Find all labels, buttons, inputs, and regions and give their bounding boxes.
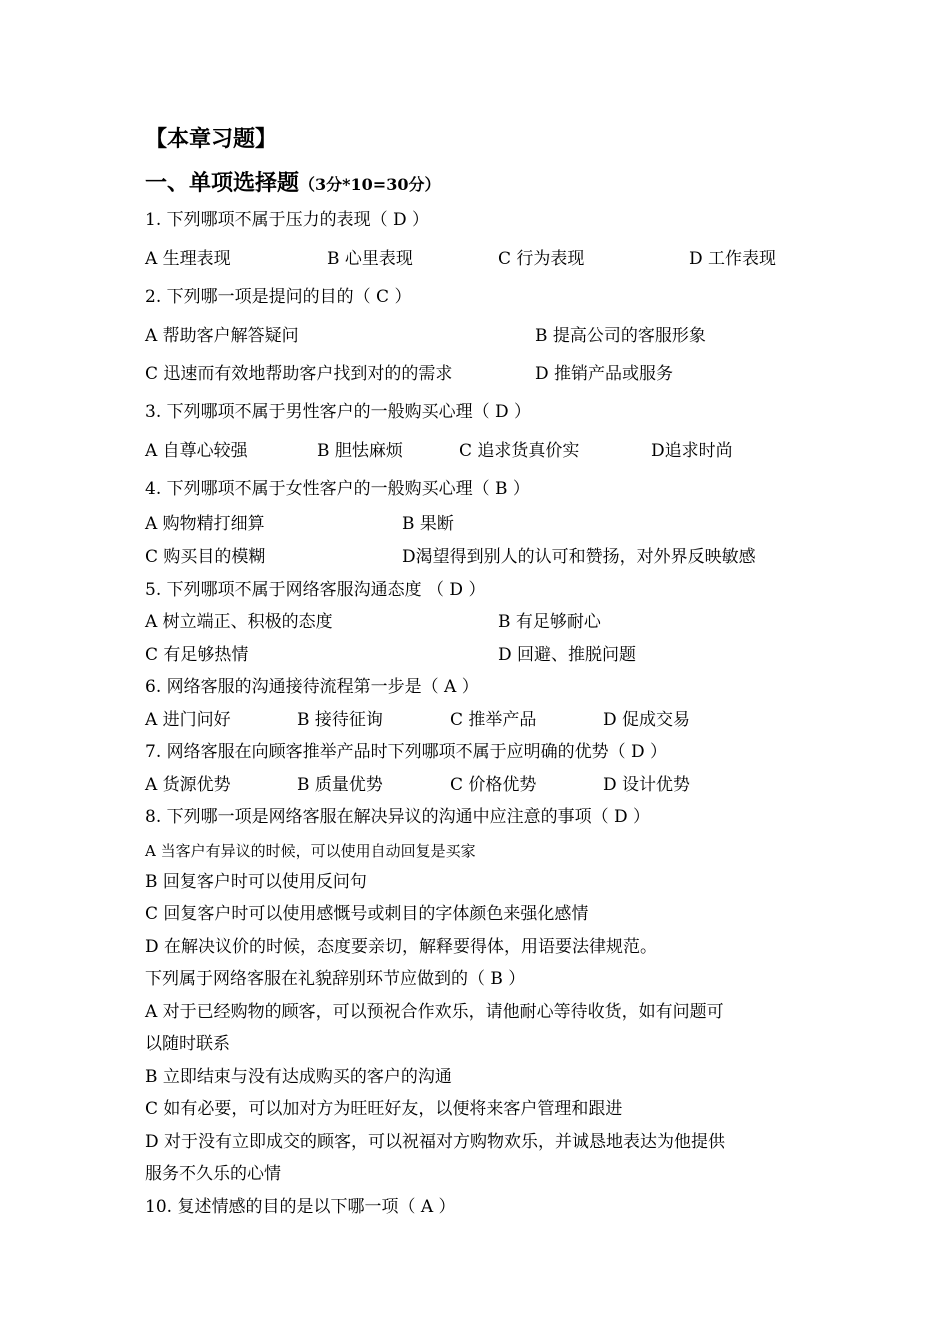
- option-d: D 工作表现: [689, 249, 777, 269]
- question-8-option-c: C 回复客户时可以使用感慨号或刺目的字体颜色来强化感情: [145, 904, 589, 924]
- option-c: C 购买目的模糊: [145, 547, 266, 567]
- question-9-stem: 下列属于网络客服在礼貌辞别环节应做到的（ B ）: [145, 969, 526, 989]
- option-b: B 胆怯麻烦: [317, 441, 403, 461]
- question-10-stem: 10. 复述情感的目的是以下哪一项（ A ）: [145, 1197, 456, 1217]
- section-heading-text: 一、单项选择题: [145, 170, 300, 196]
- option-d: D追求时尚: [651, 441, 733, 461]
- chapter-title: 【本章习题】: [145, 126, 278, 152]
- question-9-option-d-line1: D 对于没有立即成交的顾客，可以祝福对方购物欢乐，并诚恳地表达为他提供: [145, 1132, 726, 1152]
- option-c: C 行为表现: [498, 249, 585, 269]
- option-c: C 有足够热情: [145, 645, 249, 665]
- question-5-stem: 5. 下列哪项不属于网络客服沟通态度 （ D ）: [145, 580, 486, 600]
- option-a: A 树立端正、积极的态度: [145, 612, 333, 632]
- question-8-option-a: A 当客户有异议的时候，可以使用自动回复是买家: [145, 842, 476, 860]
- option-a: A 生理表现: [145, 249, 231, 269]
- option-a: A 帮助客户解答疑问: [145, 326, 299, 346]
- question-9-option-d-line2: 服务不久乐的心情: [145, 1164, 281, 1184]
- section-score-note: （3分*10=30分）: [299, 175, 441, 194]
- question-9-option-c: C 如有必要，可以加对方为旺旺好友，以便将来客户管理和跟进: [145, 1099, 623, 1119]
- question-8-stem: 8. 下列哪一项是网络客服在解决异议的沟通中应注意的事项（ D ）: [145, 807, 651, 827]
- section-heading: [145, 166, 440, 197]
- question-3-stem: 3. 下列哪项不属于男性客户的一般购买心理（ D ）: [145, 402, 532, 422]
- option-d: D 推销产品或服务: [535, 364, 674, 384]
- option-d: D 回避、推脱问题: [498, 645, 637, 665]
- question-8-option-d: D 在解决议价的时候，态度要亲切，解释要得体，用语要法律规范。: [145, 937, 658, 957]
- question-9-option-a-line2: 以随时联系: [145, 1034, 230, 1054]
- option-c: C 迅速而有效地帮助客户找到对的的需求: [145, 364, 453, 384]
- option-b: B 有足够耐心: [498, 612, 601, 632]
- option-b: B 提高公司的客服形象: [535, 326, 706, 346]
- option-a: A 购物精打细算: [145, 514, 265, 534]
- question-6-stem: 6. 网络客服的沟通接待流程第一步是（ A ）: [145, 677, 479, 697]
- option-c: C 推举产品: [450, 710, 537, 730]
- question-1-stem: 1. 下列哪项不属于压力的表现（ D ）: [145, 210, 430, 230]
- option-c: C 追求货真价实: [459, 441, 580, 461]
- question-9-option-b: B 立即结束与没有达成购买的客户的沟通: [145, 1067, 452, 1087]
- question-8-option-b: B 回复客户时可以使用反问句: [145, 872, 367, 892]
- option-b: B 质量优势: [297, 775, 383, 795]
- option-b: B 果断: [402, 514, 454, 534]
- question-7-stem: 7. 网络客服在向顾客推举产品时下列哪项不属于应明确的优势（ D ）: [145, 742, 668, 762]
- question-4-stem: 4. 下列哪项不属于女性客户的一般购买心理（ B ）: [145, 479, 530, 499]
- option-d: D渴望得到别人的认可和赞扬，对外界反映敏感: [402, 547, 756, 567]
- option-a: A 自尊心较强: [145, 441, 248, 461]
- question-9-option-a-line1: A 对于已经购物的顾客，可以预祝合作欢乐，请他耐心等待收货，如有问题可: [145, 1002, 724, 1022]
- option-a: A 货源优势: [145, 775, 231, 795]
- option-b: B 心里表现: [327, 249, 413, 269]
- option-d: D 设计优势: [603, 775, 691, 795]
- option-d: D 促成交易: [603, 710, 691, 730]
- question-2-stem: 2. 下列哪一项是提问的目的（ C ）: [145, 287, 412, 307]
- option-a: A 进门问好: [145, 710, 231, 730]
- option-c: C 价格优势: [450, 775, 537, 795]
- option-b: B 接待征询: [297, 710, 383, 730]
